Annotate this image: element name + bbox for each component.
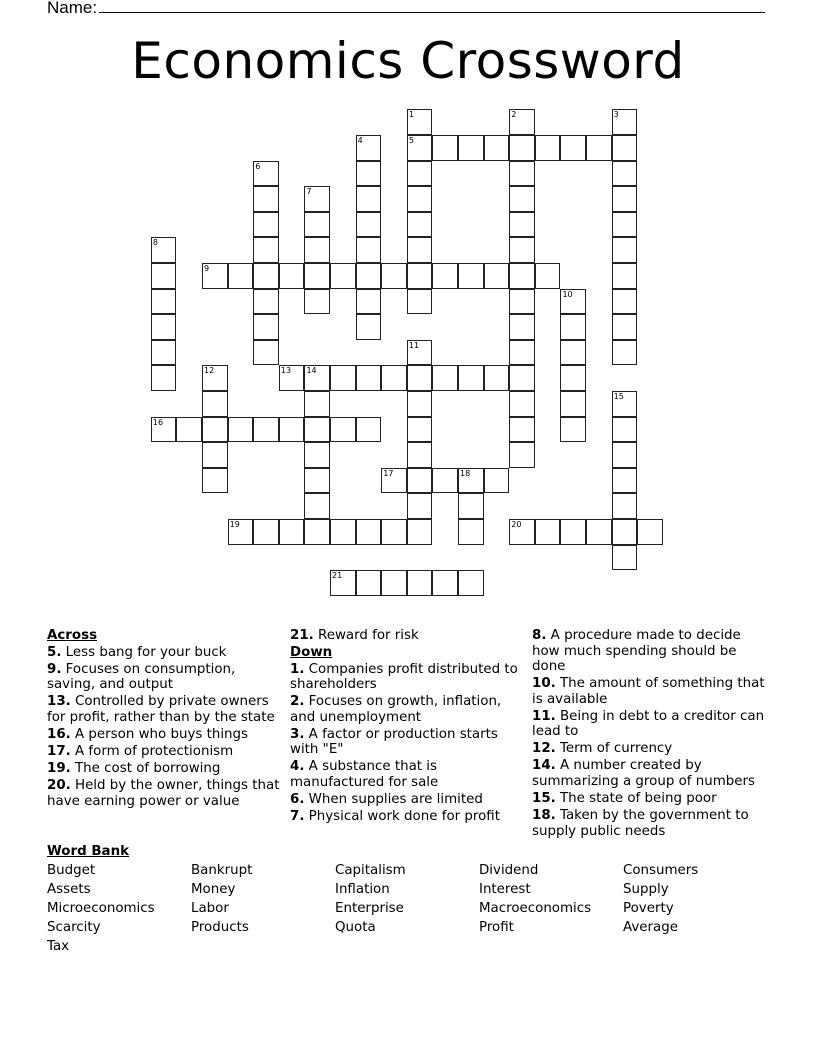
clue-text: When supplies are limited — [308, 791, 483, 807]
clue-number: 3 — [613, 110, 619, 120]
grid-cell[interactable] — [407, 570, 433, 596]
grid-cell[interactable] — [304, 263, 330, 289]
name-label: Name: — [47, 0, 98, 17]
grid-cell[interactable] — [432, 263, 458, 289]
grid-cell[interactable] — [253, 161, 279, 187]
clue-text: Physical work done for profit — [308, 809, 500, 825]
grid-cell[interactable] — [253, 263, 279, 289]
clue-number: 10. — [532, 676, 556, 692]
grid-cell[interactable] — [484, 365, 510, 391]
grid-cell[interactable] — [509, 186, 535, 212]
clue-text: The state of being poor — [560, 790, 717, 806]
word-bank-item: Consumers — [623, 863, 699, 878]
clue-text: A person who buys things — [75, 726, 249, 742]
word-bank-item: Supply — [623, 882, 669, 897]
grid-cell[interactable] — [509, 109, 535, 135]
grid-cell[interactable] — [151, 263, 177, 289]
clue-number: 9 — [204, 263, 210, 273]
word-bank-item: Products — [191, 920, 249, 935]
clue-number: 2 — [511, 110, 517, 120]
grid-cell[interactable] — [509, 135, 535, 161]
grid-cell[interactable] — [458, 135, 484, 161]
grid-cell[interactable] — [560, 340, 586, 366]
clue-number: 7. — [290, 809, 305, 825]
grid-cell[interactable] — [458, 468, 484, 494]
down-clue — [290, 727, 526, 758]
grid-cell[interactable] — [612, 314, 638, 340]
across-clue — [47, 744, 283, 760]
clue-number: 18 — [460, 468, 471, 478]
grid-cell[interactable] — [304, 289, 330, 315]
grid-cell[interactable] — [612, 417, 638, 443]
grid-cell[interactable] — [407, 391, 433, 417]
grid-cell[interactable] — [535, 135, 561, 161]
clue-number: 1 — [408, 110, 414, 120]
grid-cell[interactable] — [356, 237, 382, 263]
word-bank-heading: Word Bank — [47, 844, 130, 859]
clue-number: 15. — [532, 790, 556, 806]
grid-cell[interactable] — [304, 365, 330, 391]
grid-cell[interactable] — [560, 519, 586, 545]
grid-cell[interactable] — [612, 468, 638, 494]
across-clue — [290, 628, 526, 644]
grid-cell[interactable] — [509, 519, 535, 545]
grid-cell[interactable] — [509, 340, 535, 366]
clue-number: 20 — [511, 519, 522, 529]
clue-number: 3. — [290, 726, 305, 742]
grid-cell[interactable] — [253, 417, 279, 443]
clue-text: Taken by the government to supply public needs — [532, 808, 749, 839]
clues-column-1 — [47, 628, 283, 811]
grid-cell[interactable] — [509, 289, 535, 315]
clue-text: Being in debt to a creditor can lead to — [532, 708, 765, 740]
grid-cell[interactable] — [356, 314, 382, 340]
grid-cell[interactable] — [432, 365, 458, 391]
word-bank-item: Capitalism — [335, 863, 406, 878]
clue-number: 16. — [47, 726, 71, 742]
grid-cell[interactable] — [484, 468, 510, 494]
clue-number: 1. — [290, 661, 305, 677]
grid-cell[interactable] — [407, 263, 433, 289]
clue-text: A number created by summarizing a group of numbers — [532, 758, 755, 789]
grid-cell[interactable] — [560, 289, 586, 315]
clue-text: A factor or production starts with "E" — [290, 726, 498, 758]
grid-cell[interactable] — [509, 365, 535, 391]
grid-cell[interactable] — [458, 570, 484, 596]
down-clue — [532, 709, 772, 740]
grid-cell[interactable] — [509, 237, 535, 263]
grid-cell[interactable] — [407, 493, 433, 519]
grid-cell[interactable] — [279, 417, 305, 443]
word-bank-item: Tax — [47, 939, 70, 954]
clue-number: 16 — [152, 417, 164, 427]
clue-number: 2. — [290, 694, 305, 710]
grid-cell[interactable] — [304, 519, 330, 545]
grid-cell[interactable] — [151, 340, 177, 366]
clue-number: 11. — [532, 708, 556, 724]
word-bank-item: Bankrupt — [191, 863, 253, 878]
word-bank-item: Labor — [191, 901, 229, 916]
clue-text: Less bang for your buck — [65, 644, 227, 660]
grid-cell[interactable] — [304, 186, 330, 212]
grid-cell[interactable] — [381, 570, 407, 596]
grid-cell[interactable] — [509, 263, 535, 289]
grid-cell[interactable] — [407, 468, 433, 494]
grid-cell[interactable] — [381, 263, 407, 289]
word-bank-item: Macroeconomics — [479, 901, 592, 916]
grid-cell[interactable] — [202, 365, 228, 391]
across-clue — [47, 662, 283, 693]
word-bank-item: Average — [623, 920, 678, 935]
grid-cell[interactable] — [304, 493, 330, 519]
clue-text: Focuses on consumption, saving, and output — [47, 661, 236, 693]
clue-number: 4. — [290, 759, 305, 775]
grid-cell[interactable] — [432, 570, 458, 596]
grid-cell[interactable] — [304, 468, 330, 494]
clue-number: 6. — [290, 791, 305, 807]
grid-cell[interactable] — [586, 135, 612, 161]
grid-cell[interactable] — [356, 365, 382, 391]
name-field[interactable] — [47, 0, 765, 18]
grid-cell[interactable] — [612, 186, 638, 212]
grid-cell[interactable] — [612, 237, 638, 263]
grid-cell[interactable] — [484, 135, 510, 161]
grid-cell[interactable] — [304, 417, 330, 443]
grid-cell[interactable] — [458, 493, 484, 519]
clues-column-3 — [532, 628, 772, 841]
grid-cell[interactable] — [356, 570, 382, 596]
clue-text: A procedure made to decide how much spending should be done — [532, 628, 741, 674]
grid-cell[interactable] — [356, 135, 382, 161]
down-clue — [290, 694, 526, 725]
word-bank-item: Enterprise — [335, 901, 404, 916]
grid-cell[interactable] — [304, 212, 330, 238]
clue-number: 20. — [47, 778, 71, 794]
grid-cell[interactable] — [381, 365, 407, 391]
clue-number: 19 — [229, 519, 240, 529]
grid-cell[interactable] — [535, 519, 561, 545]
grid-cell[interactable] — [304, 237, 330, 263]
clue-text: Focuses on growth, inflation, and unemployment — [290, 694, 502, 725]
grid-cell[interactable] — [458, 263, 484, 289]
grid-cell[interactable] — [202, 391, 228, 417]
grid-cell[interactable] — [279, 263, 305, 289]
grid-cell[interactable] — [330, 417, 356, 443]
grid-cell[interactable] — [356, 289, 382, 315]
grid-cell[interactable] — [356, 417, 382, 443]
grid-cell[interactable] — [612, 340, 638, 366]
clue-number: 10 — [562, 289, 573, 299]
clue-number: 5 — [408, 135, 414, 145]
across-clue — [47, 694, 283, 725]
grid-cell[interactable] — [407, 109, 433, 135]
grid-cell[interactable] — [151, 289, 177, 315]
across-clue — [47, 645, 283, 661]
across-clue — [47, 761, 283, 777]
grid-cell[interactable] — [304, 442, 330, 468]
clue-text: The amount of something that is available — [532, 676, 765, 707]
across-clue — [47, 727, 283, 743]
grid-cell[interactable] — [509, 212, 535, 238]
name-line[interactable] — [99, 0, 765, 13]
word-bank-item: Scarcity — [47, 920, 101, 935]
grid-cell[interactable] — [612, 212, 638, 238]
word-bank-item: Dividend — [479, 863, 539, 878]
word-bank-item: Microeconomics — [47, 901, 155, 916]
grid-cell[interactable] — [407, 186, 433, 212]
grid-cell[interactable] — [637, 519, 663, 545]
grid-cell[interactable] — [458, 365, 484, 391]
word-bank-item: Inflation — [335, 882, 390, 897]
grid-cell[interactable] — [535, 263, 561, 289]
grid-cell[interactable] — [407, 161, 433, 187]
clue-text: Controlled by private owners for profit, rather than by the state — [47, 694, 275, 725]
word-bank-item: Poverty — [623, 901, 674, 916]
grid-cell[interactable] — [560, 365, 586, 391]
clue-text: The cost of borrowing — [75, 760, 221, 776]
grid-cell[interactable] — [560, 391, 586, 417]
across-clue — [47, 778, 283, 809]
grid-cell[interactable] — [330, 570, 356, 596]
grid-cell[interactable] — [202, 442, 228, 468]
grid-cell[interactable] — [612, 161, 638, 187]
grid-cell[interactable] — [407, 340, 433, 366]
word-bank-item: Quota — [335, 920, 376, 935]
grid-cell[interactable] — [253, 186, 279, 212]
down-clue — [290, 792, 526, 808]
grid-cell[interactable] — [560, 314, 586, 340]
clue-number: 14 — [306, 366, 317, 376]
grid-cell[interactable] — [151, 314, 177, 340]
grid-cell[interactable] — [228, 519, 254, 545]
grid-cell[interactable] — [253, 519, 279, 545]
grid-cell[interactable] — [381, 519, 407, 545]
word-bank-item: Profit — [479, 920, 514, 935]
grid-cell[interactable] — [586, 519, 612, 545]
clue-text: A substance that is manufactured for sale — [290, 759, 439, 790]
clue-text: Term of currency — [560, 741, 673, 757]
grid-cell[interactable] — [202, 263, 228, 289]
grid-cell[interactable] — [330, 263, 356, 289]
grid-cell[interactable] — [509, 161, 535, 187]
down-clue — [290, 809, 526, 825]
clues-column-2 — [290, 628, 526, 826]
clue-number: 13 — [280, 366, 292, 376]
grid-cell[interactable] — [202, 468, 228, 494]
grid-cell[interactable] — [612, 442, 638, 468]
grid-cell[interactable] — [432, 135, 458, 161]
down-clue — [532, 808, 772, 839]
clue-number: 18. — [532, 808, 556, 824]
clue-text: Held by the owner, things that have earning power or value — [47, 778, 280, 809]
grid-cell[interactable] — [612, 545, 638, 571]
word-bank-item: Budget — [47, 863, 96, 878]
grid-cell[interactable] — [612, 109, 638, 135]
grid-cell[interactable] — [509, 314, 535, 340]
grid-cell[interactable] — [612, 135, 638, 161]
clue-number: 8 — [152, 238, 158, 248]
grid-cell[interactable] — [458, 519, 484, 545]
grid-cell[interactable] — [279, 365, 305, 391]
grid-cell[interactable] — [560, 135, 586, 161]
grid-cell[interactable] — [407, 289, 433, 315]
clue-number: 9. — [47, 661, 62, 677]
word-bank — [47, 863, 787, 955]
grid-cell[interactable] — [381, 468, 407, 494]
grid-cell[interactable] — [151, 417, 177, 443]
grid-cell[interactable] — [484, 263, 510, 289]
clue-number: 11 — [408, 340, 420, 350]
down-clue — [290, 662, 526, 693]
grid-cell[interactable] — [228, 417, 254, 443]
grid-cell[interactable] — [407, 237, 433, 263]
grid-cell[interactable] — [407, 365, 433, 391]
clue-number: 21. — [290, 628, 314, 643]
grid-cell[interactable] — [356, 519, 382, 545]
down-clue — [532, 791, 772, 807]
clue-number: 7 — [306, 187, 312, 197]
down-clue — [532, 758, 772, 789]
down-heading: Down — [290, 645, 333, 661]
clue-number: 15 — [613, 391, 624, 401]
grid-cell[interactable] — [202, 417, 228, 443]
clue-text: A form of protectionism — [75, 743, 234, 759]
clue-number: 8. — [532, 628, 547, 643]
clue-number: 4 — [357, 135, 363, 145]
grid-cell[interactable] — [612, 263, 638, 289]
word-bank-item: Money — [191, 882, 236, 897]
word-bank-item: Interest — [479, 882, 531, 897]
down-clue — [290, 759, 526, 790]
grid-cell[interactable] — [356, 186, 382, 212]
clue-number: 12 — [204, 366, 215, 376]
grid-cell[interactable] — [330, 519, 356, 545]
grid-cell[interactable] — [407, 442, 433, 468]
grid-cell[interactable] — [151, 365, 177, 391]
grid-cell[interactable] — [330, 365, 356, 391]
grid-cell[interactable] — [612, 493, 638, 519]
down-clue — [532, 741, 772, 757]
grid-cell[interactable] — [253, 212, 279, 238]
down-clue — [532, 676, 772, 707]
clue-number: 6 — [255, 161, 261, 171]
grid-cell[interactable] — [509, 391, 535, 417]
grid-cell[interactable] — [407, 519, 433, 545]
grid-cell[interactable] — [356, 161, 382, 187]
clue-number: 17. — [47, 743, 71, 759]
grid-cell[interactable] — [407, 417, 433, 443]
grid-cell[interactable] — [253, 289, 279, 315]
grid-cell[interactable] — [151, 237, 177, 263]
grid-cell[interactable] — [253, 237, 279, 263]
clue-text: Reward for risk — [318, 628, 419, 643]
grid-cell[interactable] — [304, 391, 330, 417]
grid-cell[interactable] — [509, 442, 535, 468]
grid-cell[interactable] — [253, 340, 279, 366]
grid-cell[interactable] — [612, 391, 638, 417]
grid-cell[interactable] — [407, 135, 433, 161]
grid-cell[interactable] — [279, 519, 305, 545]
grid-cell[interactable] — [356, 263, 382, 289]
clue-number: 14. — [532, 758, 556, 774]
across-heading: Across — [47, 628, 98, 643]
grid-cell[interactable] — [560, 417, 586, 443]
grid-cell[interactable] — [228, 263, 254, 289]
grid-cell[interactable] — [432, 468, 458, 494]
grid-cell[interactable] — [407, 212, 433, 238]
down-clue — [532, 628, 772, 675]
grid-cell[interactable] — [356, 212, 382, 238]
clue-number: 12. — [532, 741, 556, 757]
page-title: Economics Crossword — [131, 32, 685, 90]
grid-cell[interactable] — [509, 417, 535, 443]
grid-cell[interactable] — [176, 417, 202, 443]
grid-cell[interactable] — [253, 314, 279, 340]
clue-number: 5. — [47, 644, 62, 660]
clue-number: 13. — [47, 694, 71, 710]
clue-text: Companies profit distributed to shareholders — [290, 661, 518, 693]
grid-cell[interactable] — [612, 519, 638, 545]
clue-number: 19. — [47, 760, 71, 776]
word-bank-item: Assets — [47, 882, 91, 897]
clue-number: 17 — [383, 468, 394, 478]
grid-cell[interactable] — [612, 289, 638, 315]
clue-number: 21 — [332, 571, 343, 581]
